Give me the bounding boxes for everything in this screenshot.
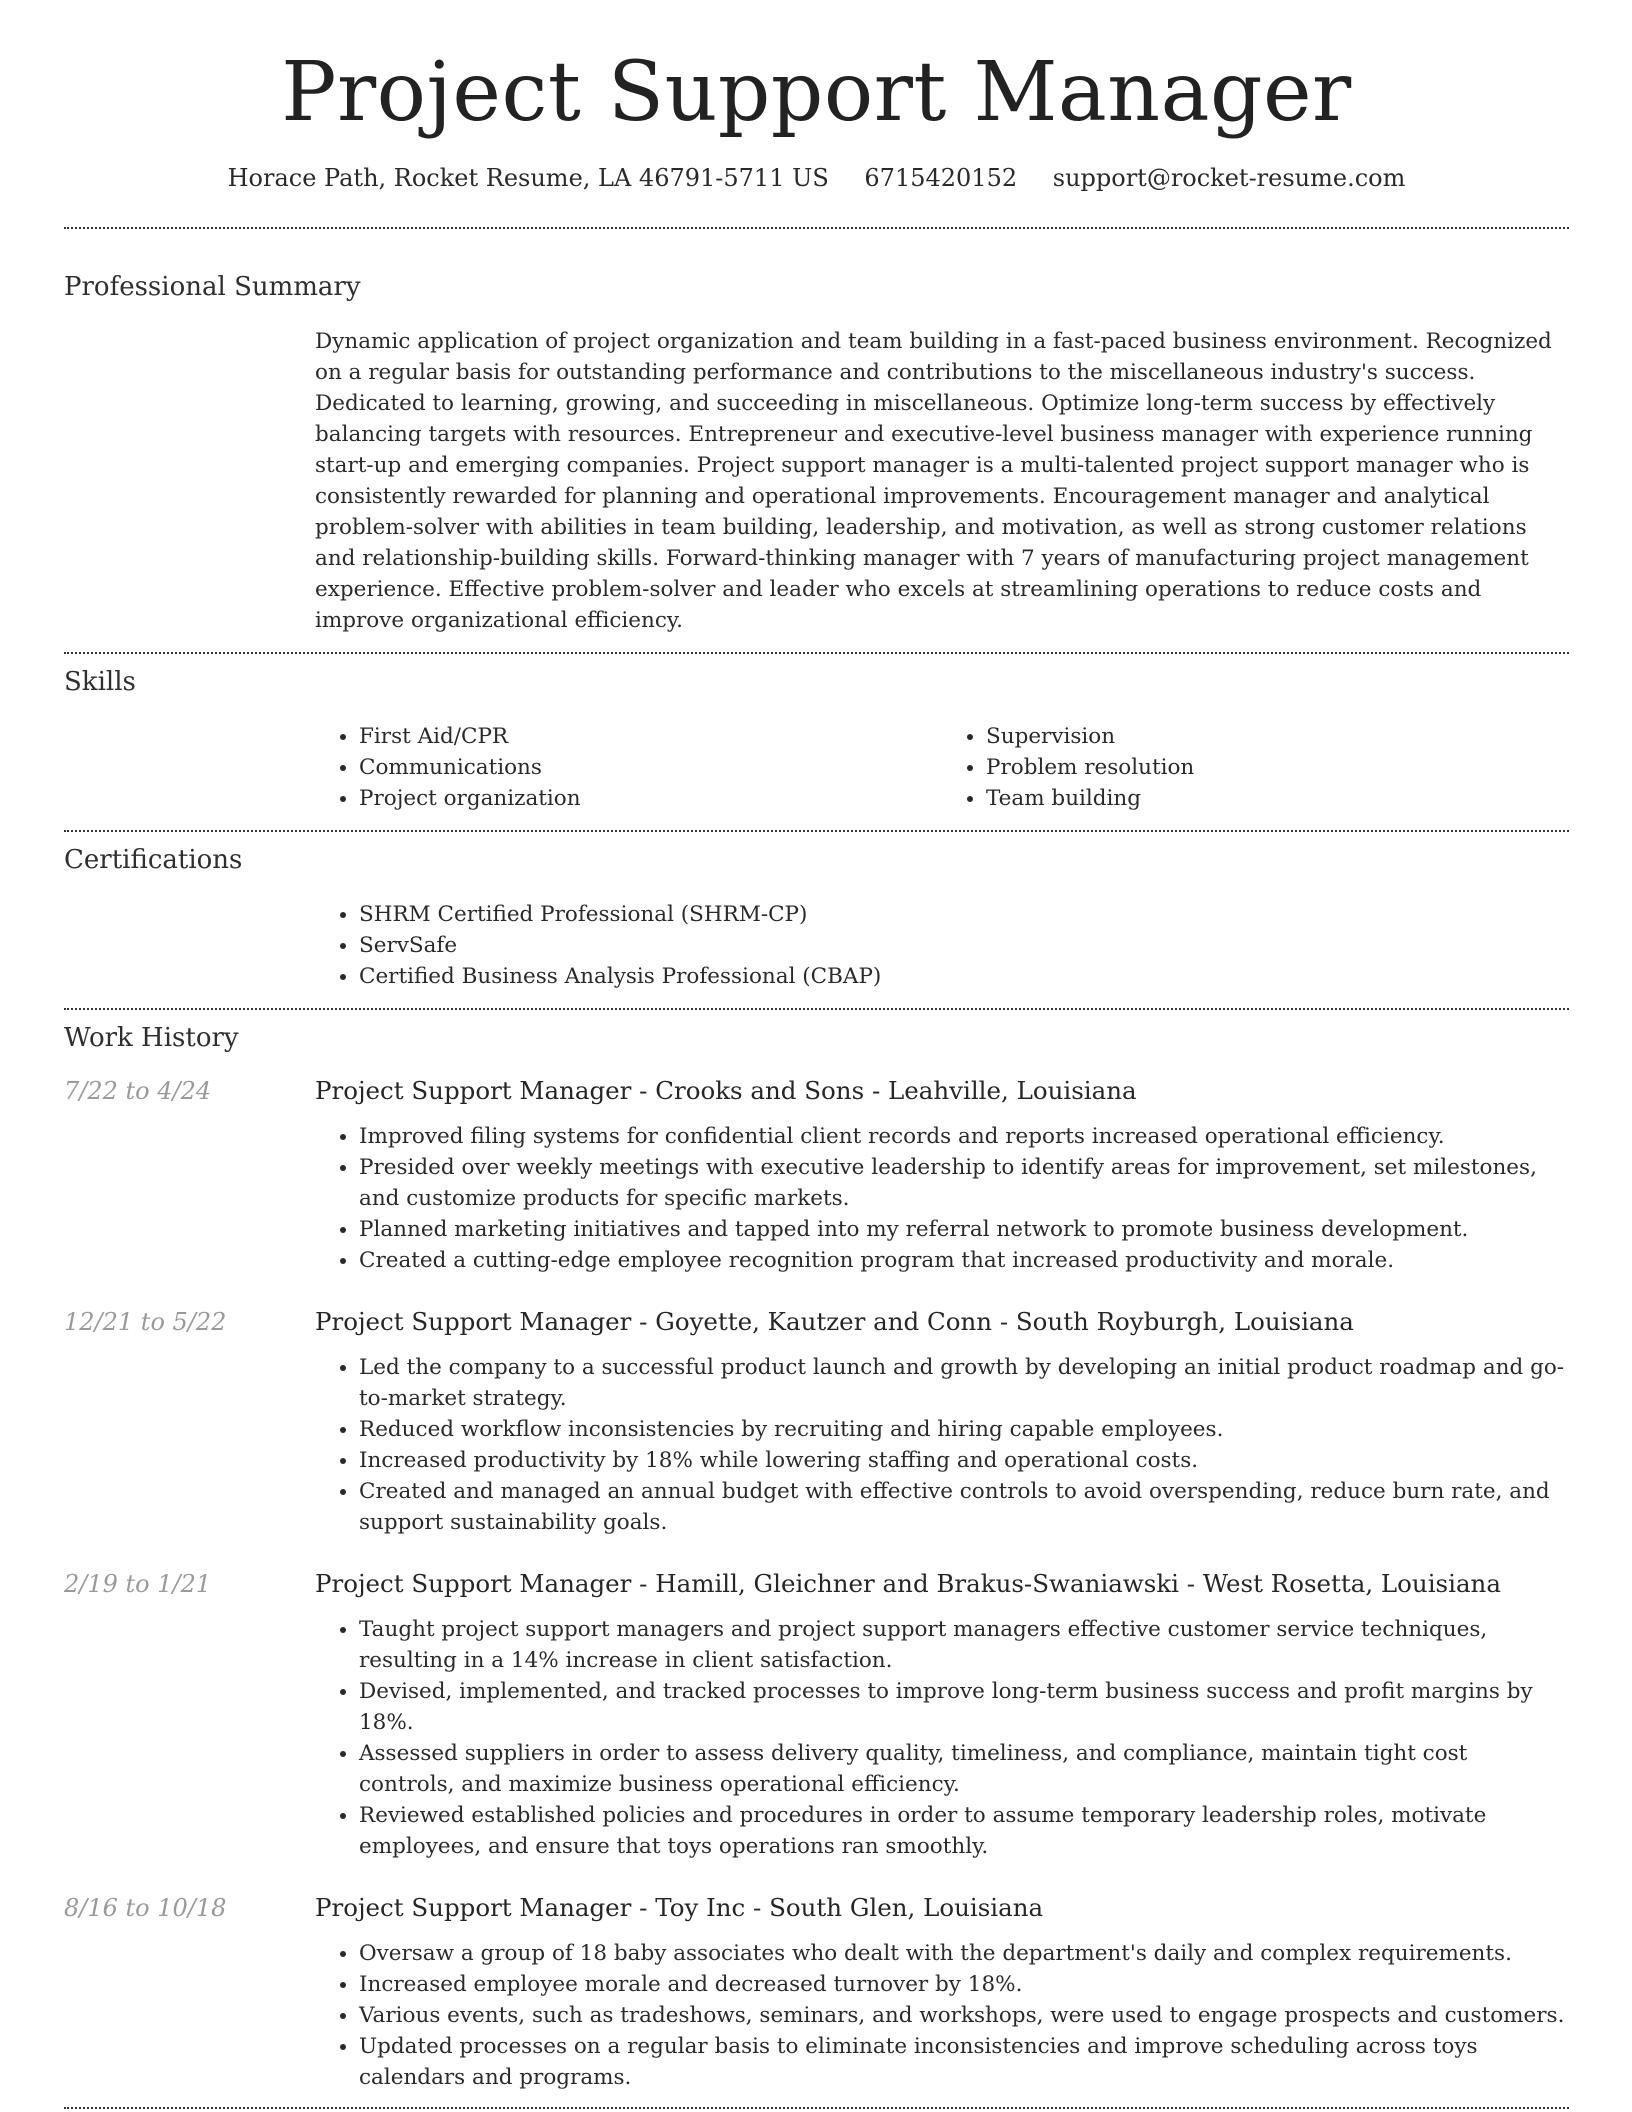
certifications-list <box>315 899 1569 992</box>
job-bullet: • Planned marketing initiatives and tapped into my referral network to promote business development. <box>359 1214 1569 1245</box>
job-entry <box>64 1075 1569 1276</box>
job-entry <box>64 1306 1569 1538</box>
job-dates: 8/16 to 10/18 <box>64 1894 227 1922</box>
job-body <box>315 1075 1569 1276</box>
job-bullets <box>315 1614 1569 1862</box>
certifications-body <box>315 899 1569 992</box>
job-title: Project Support Manager - Toy Inc - South Glen, Louisiana <box>315 1893 1044 1922</box>
section-divider <box>64 652 1569 654</box>
section-divider <box>64 227 1569 229</box>
skill-item: • Project organization <box>359 783 942 814</box>
contact-line <box>64 164 1569 192</box>
skills-section <box>64 667 1569 814</box>
job-dates: 12/21 to 5/22 <box>64 1308 227 1336</box>
skill-item: • Communications <box>359 752 942 783</box>
job-bullet: • Devised, implemented, and tracked processes to improve long-term business success and profit margins by 18%. <box>359 1676 1569 1738</box>
summary-text: Dynamic application of project organization and team building in a fast-paced business environment. Recognized on a regular basis for outstanding performance and contributions to the miscellaneous industry's success. Dedicated to learning, growing, and succeeding in miscellaneous. Optimize long-term success by effectively balancing targets with resources. Entrepreneur and executive-level business manager with experience running start-up and emerging companies. Project support manager is a multi-talented project support manager who is consistently rewarded for planning and operational improvements. Encouragement manager and analytical problem-solver with abilities in team building, leadership, and motivation, as well as strong customer relations and relationship-building skills. Forward-thinking manager with 7 years of manufacturing project management experience. Effective problem-solver and leader who excels at streamlining operations to reduce costs and improve organizational efficiency. <box>315 329 1552 633</box>
certifications-heading: Certifications <box>64 845 243 875</box>
summary-heading: Professional Summary <box>64 272 361 302</box>
job-title: Project Support Manager - Hamill, Gleichner and Brakus-Swaniawski - West Rosetta, Louisiana <box>315 1569 1501 1598</box>
job-bullet: • Improved filing systems for confidential client records and reports increased operational efficiency. <box>359 1121 1569 1152</box>
job-body <box>315 1892 1569 2093</box>
skill-item: • Problem resolution <box>986 752 1569 783</box>
job-bullet: • Updated processes on a regular basis to eliminate inconsistencies and improve scheduling across toys calendars and programs. <box>359 2031 1569 2093</box>
job-entry <box>64 1892 1569 2093</box>
job-bullet: • Oversaw a group of 18 baby associates who dealt with the department's daily and complex requirements. <box>359 1938 1569 1969</box>
section-divider <box>64 2107 1569 2109</box>
work-section <box>64 1023 1569 2093</box>
job-bullet: • Led the company to a successful product launch and growth by developing an initial product roadmap and go-to-market strategy. <box>359 1352 1569 1414</box>
job-bullet: • Increased employee morale and decreased turnover by 18%. <box>359 1969 1569 2000</box>
certification-item: • ServSafe <box>359 930 1569 961</box>
section-divider <box>64 830 1569 832</box>
contact-email: support@rocket-resume.com <box>1052 164 1406 192</box>
job-bullet: • Reduced workflow inconsistencies by recruiting and hiring capable employees. <box>359 1414 1569 1445</box>
job-bullet: • Increased productivity by 18% while lowering staffing and operational costs. <box>359 1445 1569 1476</box>
job-title: Project Support Manager - Crooks and Sons - Leahville, Louisiana <box>315 1076 1137 1105</box>
job-bullets <box>315 1938 1569 2093</box>
job-bullet: • Various events, such as tradeshows, seminars, and workshops, were used to engage prospects and customers. <box>359 2000 1569 2031</box>
job-bullet: • Taught project support managers and project support managers effective customer service techniques, resulting in a 14% increase in client satisfaction. <box>359 1614 1569 1676</box>
resume-name: Project Support Manager <box>281 45 1352 140</box>
skill-item: • Team building <box>986 783 1569 814</box>
skills-grid <box>315 721 1569 814</box>
skills-list-right <box>942 721 1569 814</box>
job-body <box>315 1306 1569 1538</box>
skills-heading: Skills <box>64 667 136 697</box>
job-body <box>315 1568 1569 1862</box>
contact-address: Horace Path, Rocket Resume, LA 46791-5711 US <box>227 164 829 192</box>
job-bullet: • Assessed suppliers in order to assess delivery quality, timeliness, and compliance, maintain tight cost controls, and maximize business operational efficiency. <box>359 1738 1569 1800</box>
job-bullet: • Created and managed an annual budget with effective controls to avoid overspending, reduce burn rate, and support sustainability goals. <box>359 1476 1569 1538</box>
skill-item: • Supervision <box>986 721 1569 752</box>
job-bullet: • Presided over weekly meetings with executive leadership to identify areas for improvement, set milestones, and customize products for specific markets. <box>359 1152 1569 1214</box>
job-title: Project Support Manager - Goyette, Kautzer and Conn - South Royburgh, Louisiana <box>315 1307 1354 1336</box>
job-bullets <box>315 1352 1569 1538</box>
skills-list-left <box>315 721 942 814</box>
resume-page <box>64 0 1569 2109</box>
summary-section <box>64 272 1569 636</box>
job-dates: 7/22 to 4/24 <box>64 1077 212 1105</box>
section-divider <box>64 1008 1569 1010</box>
job-dates: 2/19 to 1/21 <box>64 1570 212 1598</box>
job-bullets <box>315 1121 1569 1276</box>
certification-item: • SHRM Certified Professional (SHRM-CP) <box>359 899 1569 930</box>
work-heading: Work History <box>64 1023 239 1053</box>
job-bullet: • Created a cutting-edge employee recognition program that increased productivity and morale. <box>359 1245 1569 1276</box>
job-bullet: • Reviewed established policies and procedures in order to assume temporary leadership roles, motivate employees, and ensure that toys operations ran smoothly. <box>359 1800 1569 1862</box>
certifications-section <box>64 845 1569 992</box>
skill-item: • First Aid/CPR <box>359 721 942 752</box>
job-entry <box>64 1568 1569 1862</box>
certification-item: • Certified Business Analysis Professional (CBAP) <box>359 961 1569 992</box>
contact-phone: 6715420152 <box>864 164 1018 192</box>
